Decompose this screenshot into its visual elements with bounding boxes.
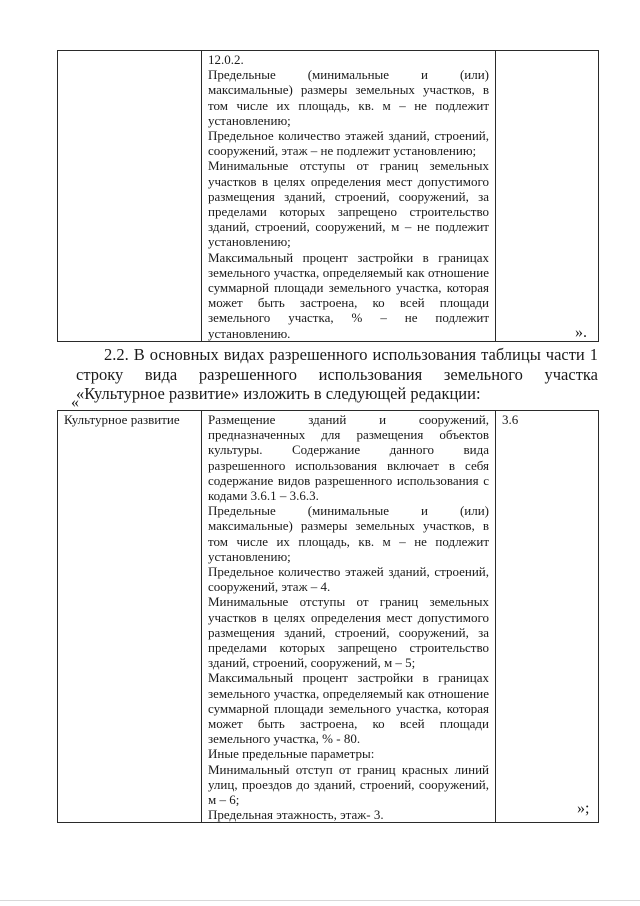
cell-text xyxy=(202,51,495,341)
table-cell-name xyxy=(58,51,202,342)
table-cell-name xyxy=(58,411,202,823)
table-row xyxy=(58,411,599,823)
paragraph: Предельная этажность, этаж- 3. xyxy=(208,807,384,823)
closing-quote-semicolon: »; xyxy=(577,800,590,817)
paragraph: Иные предельные параметры: xyxy=(208,746,375,762)
paragraph: Минимальный отступ от границ красных линий улиц, проездов до зданий, строений, сооружений, м – 6; xyxy=(208,761,489,808)
paragraph: Предельные (минимальные и (или) максимальные) размеры земельных участков, в том числе их площадь, кв. м – не подлежит установлению; xyxy=(208,503,489,564)
land-use-name: Культурное развитие xyxy=(64,412,180,427)
page-edge-divider xyxy=(0,900,640,901)
paragraph: Минимальные отступы от границ земельных участков в целях определения мест допустимого размещения зданий, строений, сооружений, за пределами которых запрещено строительство зданий, строений, сооружений, м – не подлежит установлению; xyxy=(208,158,489,250)
opening-quote: « xyxy=(71,394,79,411)
cell-text xyxy=(58,51,201,52)
paragraph: Предельное количество этажей зданий, строений, сооружений, этаж – не подлежит установлению; xyxy=(208,128,489,159)
paragraph: Размещение зданий и сооружений, предназначенных для размещения объектов культуры. Содержание данного вида разрешенного использования включает в себя содержание видов разрешенного использования с кодами 3.6.1 – 3.6.3. xyxy=(208,412,489,504)
closing-quote: ». xyxy=(575,324,587,341)
table-cell-code xyxy=(496,51,599,342)
table-cell-description xyxy=(202,51,496,342)
paragraph: Максимальный процент застройки в границах земельного участка, определяемый как отношение суммарной площади земельного участка, которая может быть застроена, ко всей площади земельного участка, % - 80. xyxy=(208,670,489,747)
paragraph: Предельные (минимальные и (или) максимальные) размеры земельных участков, в том числе их площадь, кв. м – не подлежит установлению; xyxy=(208,67,489,128)
paragraph: Максимальный процент застройки в границах земельного участка, определяемый как отношение суммарной площади земельного участка, которая может быть застроена, ко всей площади земельного участка, % – не подлежит установлению. xyxy=(208,249,489,341)
table-cell-description xyxy=(202,411,496,823)
paragraph: Минимальные отступы от границ земельных участков в целях определения мест допустимого размещения зданий, строений, сооружений, за пределами которых запрещено строительство зданий, строений, сооружений, м – 5; xyxy=(208,594,489,671)
cell-text xyxy=(202,411,495,822)
paragraph: Предельное количество этажей зданий, строений, сооружений, этаж – 4. xyxy=(208,564,489,595)
land-use-code: 3.6 xyxy=(502,412,519,427)
table-cell-code xyxy=(496,411,599,823)
table-row xyxy=(58,51,599,342)
cell-text xyxy=(496,51,598,52)
paragraph: 12.0.2. xyxy=(208,52,244,67)
paragraph-2-2: 2.2. В основных видах разрешенного использования таблицы части 1 строку вида разрешенного использования земельного участка «Культурное развитие» изложить в следующей редакции: xyxy=(76,345,598,403)
table-land-use-cultural xyxy=(57,410,599,823)
table-land-use-previous xyxy=(57,50,599,342)
